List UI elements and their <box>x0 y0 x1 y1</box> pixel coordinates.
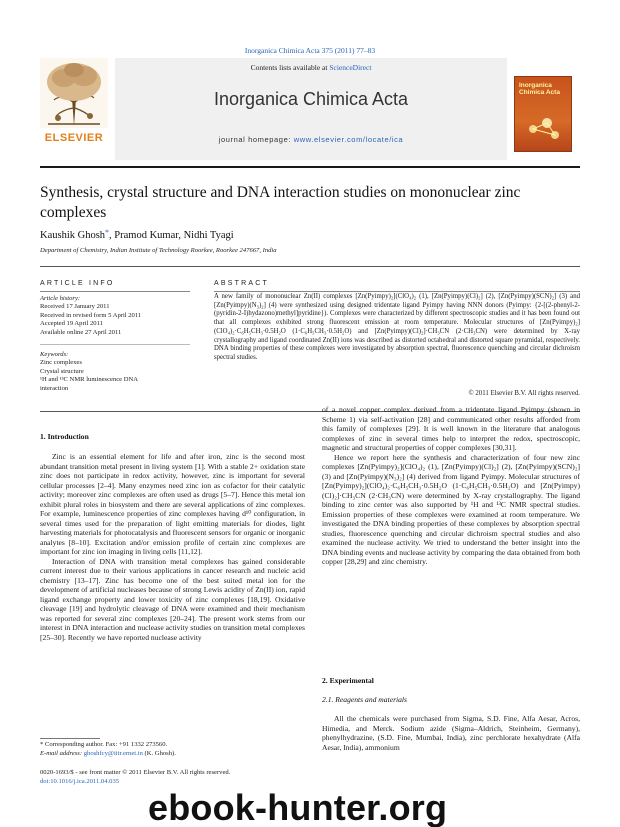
journal-info-box <box>115 58 507 160</box>
elsevier-tree-icon <box>40 58 108 128</box>
keyword-item: Zinc complexes <box>40 359 82 367</box>
doi-link[interactable]: doi:10.1016/j.ica.2011.04.035 <box>40 777 120 785</box>
history-revised: Received in revised form 5 April 2011 <box>40 311 142 319</box>
elsevier-wordmark: ELSEVIER <box>44 132 104 144</box>
history-accepted: Accepted 19 April 2011 <box>40 320 103 328</box>
abstract-copyright: © 2011 Elsevier B.V. All rights reserved. <box>468 390 580 397</box>
journal-banner <box>40 58 580 160</box>
affiliation-divider <box>40 266 580 267</box>
journal-cover-thumbnail[interactable] <box>514 76 572 152</box>
section-2-1-heading: 2.1. Reagents and materials <box>322 695 407 704</box>
email-link[interactable]: ghoshfcy@iitr.ernet.in <box>83 749 143 757</box>
journal-name: Inorganica Chimica Acta <box>213 89 409 109</box>
right-column <box>322 405 580 567</box>
journal-citation[interactable]: Inorganica Chimica Acta 375 (2011) 77–83 <box>244 46 376 55</box>
cover-molecule-icon <box>525 115 563 143</box>
keywords-block <box>40 351 180 393</box>
abstract-heading: ABSTRACT <box>214 280 269 287</box>
abstract-text: A new family of mononuclear Zn(II) complexes [Zn(Pyimpy)₂](ClO₄)₂ (1), [Zn(Pyimpy)(Cl)₂] (2), [Zn(Pyimpy)(SCN)₂] (3) and [Zn(Pyimpy)(N₃)₂] (4) were synthesized using designed tridentate ligand Pyimpy having NNN donors (Pyimpy: {2-[(2-phenyl-2-(pyridin-2-I)hydazono)methyl]pyridine}). Complexes were characterized by different spectroscopic studies and it has been found out that all complexes exhibited strong fluorescent emission at room temperature. Molecular structures of [Zn(Pyimpy)₂](ClO₄)₂·C₆H₅CH₃·0.5H₂O (1·C₆H₅CH₃·0.5H₂O) and [Zn(Pyimpy)(Cl)₂]·CH₃CN (2·CH₃CN) were determined by X-ray crystallography and ligand coordinated Zn(II) ions was described as distorted octahedral and distorted square pyramidal, respectively. DNA binding properties of these complexes were investigated by absorption spectral, fluorescence quenching and circular dichroism spectral studies. <box>214 293 580 361</box>
intro-paragraph-1: Zinc is an essential element for life and after iron, zinc is the second most abundant transition metal present in living system [1]. With a stable 2+ oxidation state zinc does not participate in redox activity, however, zinc is important for several cellular processes [2–4]. Many enzymes need zinc ion as cofactor for their catalytic activity; moreover zinc complexes are often used as drugs [5–7]. Hence this metal ion exhibit plural roles in biosystem and there are several applications of zinc complexes. For example, luminescence properties of zinc complexes having d¹⁰ configuration, in several times used for the preparation of light emitting materials for diodes, light harvesting materials for photocatalysis and fluorescent sensors for organic or inorganic analytes [8–10]. Excitation and/or emission profile of certain zinc complexes are important for zinc ion imaging in living cells [11,12]. <box>40 452 305 556</box>
header-divider <box>40 166 580 168</box>
article-info-rule <box>40 291 190 292</box>
homepage-url-link[interactable]: www.elsevier.com/locate/ica <box>293 135 404 144</box>
article-history <box>40 295 180 337</box>
article-info-heading: ARTICLE INFO <box>40 280 115 287</box>
history-label: Article history: <box>40 295 81 302</box>
keywords-label: Keywords: <box>40 351 69 358</box>
affiliation: Department of Chemistry, Indian Institute of Technology Roorkee, Roorkee 247667, India <box>40 247 277 254</box>
email-label: E-mail address: <box>40 749 84 757</box>
keyword-item: ¹H and ¹³C NMR luminescence DNA <box>40 376 139 384</box>
watermark-text: ebook-hunter.org <box>148 787 448 827</box>
email-line <box>40 750 310 759</box>
section-1-heading: 1. Introduction <box>40 432 89 441</box>
keyword-item: Crystal structure <box>40 367 84 375</box>
footnote <box>40 741 310 758</box>
corresponding-author-mark[interactable]: * <box>105 228 110 237</box>
keyword-item: interaction <box>40 384 69 392</box>
experimental-paragraph <box>322 714 580 752</box>
reagents-paragraph: All the chemicals were purchased from Sigma, S.D. Fine, Alfa Aesar, Acros, Himedia, and Merck. Sodium azide (Sigma–Aldrich, Steinheim, Germany), phenylhydrazine, (S.D. Fine, Mumbai, India), zinc perchlorate hexahydrate (Alfa Aesar, India), ammonium <box>322 714 580 752</box>
contents-prefix: Contents lists available at <box>250 63 330 72</box>
corresponding-author-note: * Corresponding author. Fax: +91 1332 273560. <box>40 741 168 748</box>
keywords-rule <box>40 344 190 345</box>
sciencedirect-link[interactable]: ScienceDirect <box>329 63 372 72</box>
section-2-heading: 2. Experimental <box>322 676 374 685</box>
article-title: Synthesis, crystal structure and DNA interaction studies on mononuclear zinc complexes <box>40 184 521 221</box>
author-rest: , Pramod Kumar, Nidhi Tyagi <box>109 230 234 241</box>
author-first: Kaushik Ghosh <box>40 230 106 241</box>
journal-homepage <box>115 135 507 144</box>
author-list <box>40 228 234 241</box>
abstract-rule <box>214 291 580 292</box>
history-online: Available online 27 April 2011 <box>40 328 122 336</box>
intro-paragraph-2: Interaction of DNA with transition metal complexes has gained considerable current interest due to their various applications in cancer research and nucleic acid chemistry [13–17]. Zinc has become one of the best suited metal ion for the development of artificial nucleases because of strong Lewis acidity of Zn(II) ion, rapid ligand exchange property and lower toxicity of zinc complexes [18,19]. Oxidative cleavage [19] and hydrolytic cleavage of DNA were examined and their mechanism was reported for several zinc complexes [20–24]. The present work stems from our interest in DNA interaction and nuclease activity studies on transition metal complexes [25–30]. Recently we have reported nuclease activity <box>40 556 305 642</box>
contents-availability <box>115 63 507 72</box>
publication-meta <box>40 769 310 786</box>
homepage-prefix: journal homepage: <box>218 135 294 144</box>
left-column <box>40 452 305 642</box>
cover-title: Inorganica Chimica Acta <box>519 82 560 96</box>
footnote-rule <box>40 738 100 739</box>
right-paragraph-2: Hence we report here the synthesis and characterization of four new zinc complexes [Zn(Pyimpy)₂](ClO₄)₂ (1), [Zn(Pyimpy)(Cl)₂] (2), [Zn(Pyimpy)(SCN)₂] (3) and [Zn(Pyimpy)(N₃)₂] (4) derived from ligand Pyimpy. Molecular structures of [Zn(Pyimpy)₂](ClO₄)₂·C₆H₅CH₃·0.5H₂O (1·C₆H₅CH₃·0.5H₂O) and [Zn(Pyimpy)(Cl)₂]·CH₃CN (2·CH₃CN) were determined by X-ray crystallography. The ligand binding to zinc center was also supported by ¹H and ¹³C NMR spectral studies. Emission properties of these complexes were examined at room temperature. We investigated the DNA binding properties of these complexes by absorption spectral studies, fluorescence quenching and circular dichroism spectral studies and also examined the nuclease activity. We tried to understand the better insight into the DNA binding events and nuclease activity by comparing the data obtained from both copper [28,29] and zinc chemistry. <box>322 452 580 566</box>
right-paragraph-1: of a novel copper complex derived from a tridentate ligand Pyimpy (shown in Scheme 1) via self-activation [28] and communicated other results afforded from this family of complexes [29]. It is well known in the literature that analogous complexes of zinc in several times help to interpret the redox, spectroscopic, magnetic and structural properties of copper complexes [30,31]. <box>322 405 580 452</box>
elsevier-logo <box>40 58 108 150</box>
issn-line: 0020-1693/$ - see front matter © 2011 Elsevier B.V. All rights reserved. <box>40 769 231 776</box>
email-suffix: (K. Ghosh). <box>142 749 176 757</box>
history-received: Received 17 January 2011 <box>40 303 110 311</box>
